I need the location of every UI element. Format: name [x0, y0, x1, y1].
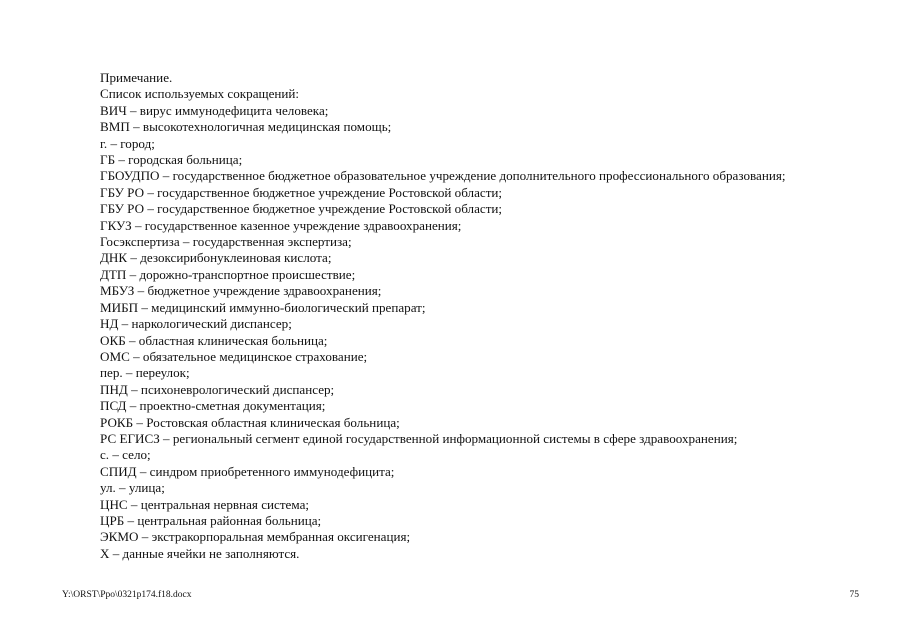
abbreviations-heading: Список используемых сокращений: [100, 86, 300, 102]
abbreviation-item: НД – наркологический диспансер; [100, 316, 292, 332]
abbreviation-item: ВИЧ – вирус иммунодефицита человека; [100, 102, 329, 118]
abbreviation-item: ЭКМО – экстракорпоральная мембранная оксигенация; [100, 529, 411, 545]
abbreviation-item: ГБУ РО – государственное бюджетное учреждение Ростовской области; [100, 184, 503, 200]
abbreviation-item: ЦРБ – центральная районная больница; [100, 512, 322, 528]
abbreviation-item: МИБП – медицинский иммунно-биологический препарат; [100, 299, 426, 315]
abbreviation-item: ПСД – проектно-сметная документация; [100, 398, 326, 414]
note-title: Примечание. [100, 70, 173, 85]
abbreviation-item: РОКБ – Ростовская областная клиническая больница; [100, 414, 400, 430]
abbreviation-item: ВМП – высокотехнологичная медицинская помощь; [100, 119, 392, 135]
abbreviation-item: ГБ – городская больница; [100, 152, 243, 168]
abbreviation-item: Х – данные ячейки не заполняются. [100, 545, 300, 561]
abbreviation-item: РС ЕГИСЗ – региональный сегмент единой государственной информационной системы в сфере здравоохранения; [100, 430, 738, 446]
footer-file-path: Y:\ORST\Ppo\0321p174.f18.docx [62, 590, 192, 600]
abbreviation-item: ОКБ – областная клиническая больница; [100, 332, 328, 348]
abbreviation-item: ДНК – дезоксирибонуклеиновая кислота; [100, 250, 332, 266]
abbreviation-item: пер. – переулок; [100, 365, 190, 381]
abbreviations-list [62, 103, 859, 562]
abbreviation-item: ЦНС – центральная нервная система; [100, 496, 310, 512]
abbreviation-item: ГБОУДПО – государственное бюджетное образовательное учреждение дополнительного профессионального образования; [100, 168, 786, 184]
abbreviation-item: СПИД – синдром приобретенного иммунодефицита; [100, 463, 395, 479]
abbreviation-item: г. – город; [100, 135, 155, 151]
abbreviation-item: ОМС – обязательное медицинское страхование; [100, 348, 368, 364]
footer-page-number: 75 [849, 590, 859, 600]
abbreviation-item: ГБУ РО – государственное бюджетное учреждение Ростовской области; [100, 201, 503, 217]
abbreviation-item: ГКУЗ – государственное казенное учреждение здравоохранения; [100, 217, 462, 233]
abbreviation-item: ДТП – дорожно-транспортное происшествие; [100, 266, 356, 282]
abbreviation-item: Госэкспертиза – государственная экспертиза; [100, 234, 352, 250]
abbreviation-item: МБУЗ – бюджетное учреждение здравоохранения; [100, 283, 382, 299]
abbreviation-item: ПНД – психоневрологический диспансер; [100, 381, 335, 397]
note-body [62, 70, 859, 562]
abbreviation-item: ул. – улица; [100, 480, 165, 496]
abbreviation-item: с. – село; [100, 447, 151, 463]
